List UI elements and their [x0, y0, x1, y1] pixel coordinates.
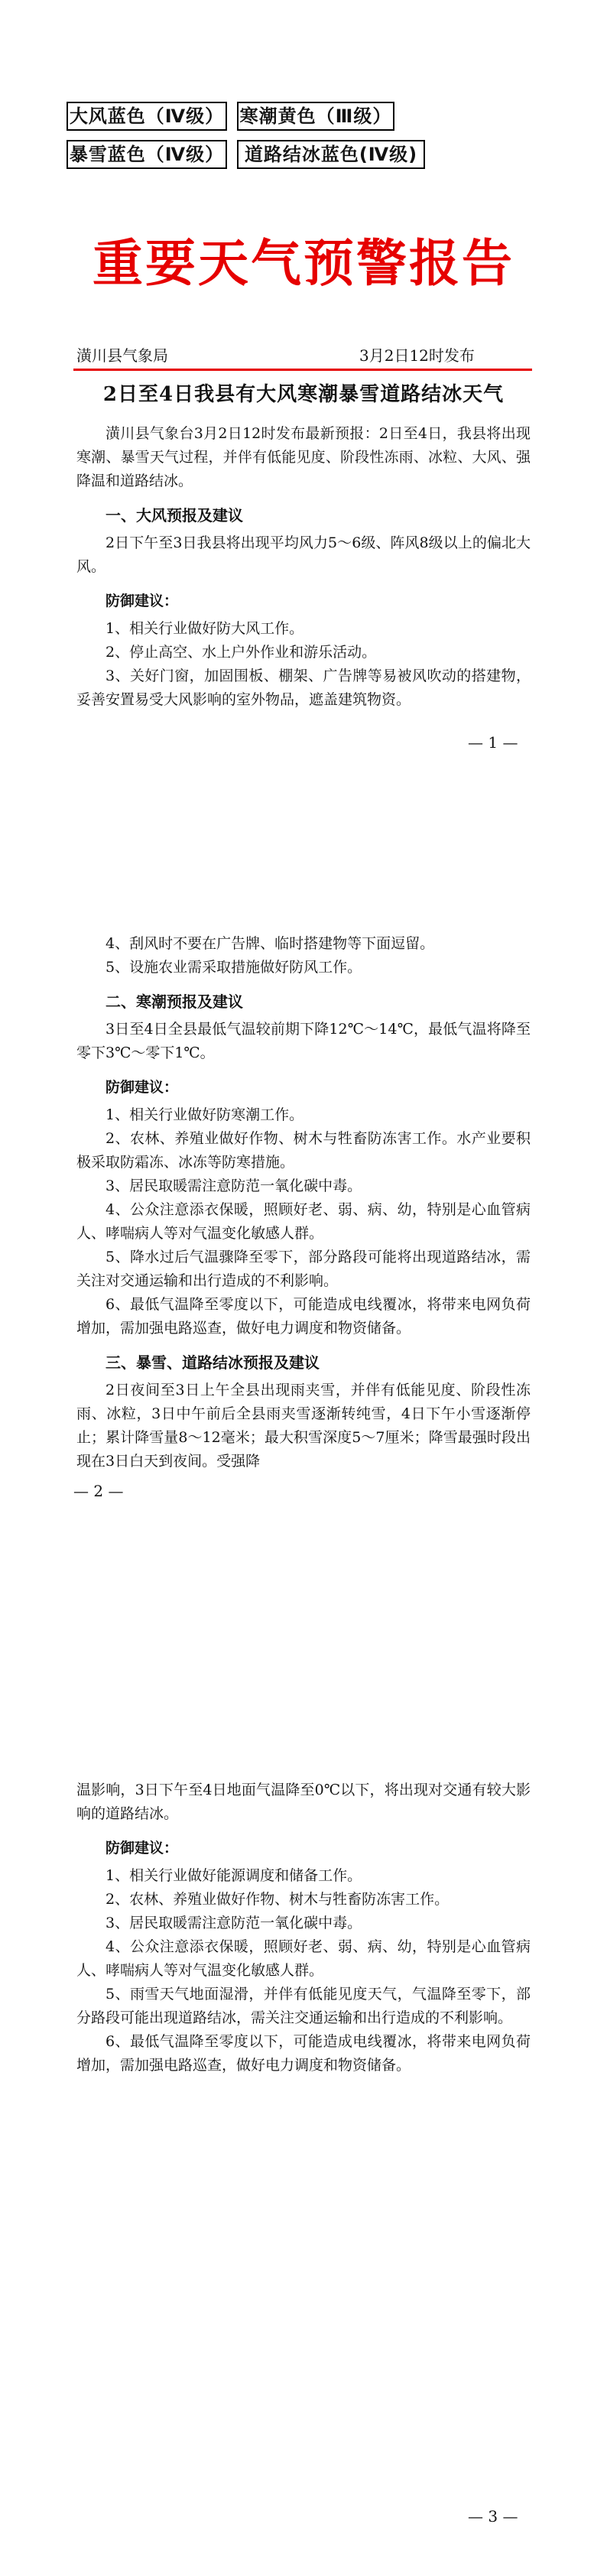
- section-2-advice-item: 5、降水过后气温骤降至零下，部分路段可能将出现道路结冰，需关注对交通运输和出行造成的不利影响。: [76, 1249, 531, 1289]
- section-1-advice-heading: 防御建议：: [105, 593, 179, 609]
- section-2-advice-item: 1、相关行业做好防寒潮工作。: [105, 1106, 304, 1123]
- section-1-forecast: 2日下午至3日我县将出现平均风力5～6级、阵风8级以上的偏北大风。: [76, 534, 531, 575]
- section-3-advice-item: 1、相关行业做好能源调度和储备工作。: [105, 1867, 362, 1884]
- section-2-advice-heading: 防御建议：: [105, 1079, 179, 1096]
- page-3-body: [76, 1779, 531, 2077]
- issue-time: 3月2日12时发布: [359, 346, 475, 365]
- section-2-advice-item: 6、最低气温降至零度以下，可能造成电线覆冰，将带来电网负荷增加，需加强电路巡查，做好电力调度和物资储备。: [76, 1296, 531, 1337]
- section-1-advice-item: 4、刮风时不要在广告牌、临时搭建物等下面逗留。: [105, 935, 435, 952]
- section-3-forecast: 2日夜间至3日上午全县出现雨夹雪，并伴有低能见度、阶段性冻雨、冰粒，3日中午前后全县雨夹雪逐渐转纯雪，4日下午小雪逐渐停止；累计降雪量8～12毫米；最大积雪深度5～7厘米；降雪最强时段出现在3日白天到夜间。受强降: [76, 1382, 531, 1470]
- section-3-heading: 三、暴雪、道路结冰预报及建议: [105, 1353, 320, 1372]
- intro-paragraph: 潢川县气象台3月2日12时发布最新预报：2日至4日，我县将出现寒潮、暴雪天气过程，并伴有低能见度、阶段性冻雨、冰粒、大风、强降温和道路结冰。: [76, 425, 531, 489]
- page-3: [0, 1717, 607, 2576]
- badge-cold-yellow: 寒潮黄色（Ⅲ级）: [237, 102, 394, 131]
- report-title: 重要天气预警报告: [93, 234, 514, 293]
- section-1-advice-item: 1、相关行业做好防大风工作。: [105, 620, 304, 637]
- page-number: — 1 —: [468, 733, 518, 752]
- section-2-heading: 二、寒潮预报及建议: [105, 992, 243, 1011]
- document-title: 2日至4日我县有大风寒潮暴雪道路结冰天气: [102, 383, 505, 406]
- badge-snow-blue: 暴雪蓝色（Ⅳ级）: [67, 140, 227, 169]
- section-2-forecast: 3日至4日全县最低气温较前期下降12℃～14℃，最低气温将降至零下3℃～零下1℃。: [76, 1021, 531, 1061]
- section-3-advice-item: 5、雨雪天气地面湿滑，并伴有低能见度天气，气温降至零下，部分路段可能出现道路结冰，需关注交通运输和出行造成的不利影响。: [76, 1986, 531, 2026]
- section-2-advice-item: 3、居民取暖需注意防范一氧化碳中毒。: [105, 1178, 362, 1194]
- section-3-advice-item: 2、农林、养殖业做好作物、树木与牲畜防冻害工作。: [105, 1891, 450, 1908]
- issuer: 潢川县气象局: [76, 346, 168, 365]
- page-number: — 3 —: [468, 2507, 518, 2526]
- section-3-advice-heading: 防御建议：: [105, 1840, 179, 1856]
- section-3-advice-item: 6、最低气温降至零度以下，可能造成电线覆冰，将带来电网负荷增加，需加强电路巡查，做好电力调度和物资储备。: [76, 2033, 531, 2074]
- red-divider-line: [73, 369, 532, 371]
- page-1-body: [76, 422, 531, 712]
- section-2-advice-item: 2、农林、养殖业做好作物、树木与牲畜防冻害工作。水产业要积极采取防霜冻、冰冻等防寒措施。: [76, 1130, 531, 1171]
- page-2: [0, 859, 607, 1717]
- section-1-advice-item: 2、停止高空、水上户外作业和游乐活动。: [105, 644, 377, 661]
- badge-wind-blue: 大风蓝色（Ⅳ级）: [67, 102, 227, 131]
- section-1-advice-item: 5、设施农业需采取措施做好防风工作。: [105, 959, 362, 976]
- section-3-advice-item: 4、公众注意添衣保暖，照顾好老、弱、病、幼，特别是心血管病人、哮喘病人等对气温变化敏感人群。: [76, 1938, 531, 1979]
- badge-road-ice-blue: 道路结冰蓝色(Ⅳ级): [237, 140, 425, 169]
- section-2-advice-item: 4、公众注意添衣保暖，照顾好老、弱、病、幼，特别是心血管病人、哮喘病人等对气温变化敏感人群。: [76, 1201, 531, 1242]
- page-2-body: [76, 932, 531, 1473]
- section-1-advice-item: 3、关好门窗，加固围板、棚架、广告牌等易被风吹动的搭建物，妥善安置易受大风影响的室外物品，遮盖建筑物资。: [76, 668, 531, 708]
- section-3-advice-item: 3、居民取暖需注意防范一氧化碳中毒。: [105, 1915, 362, 1931]
- section-3-forecast-continued: 温影响，3日下午至4日地面气温降至0℃以下，将出现对交通有较大影响的道路结冰。: [76, 1782, 531, 1822]
- section-1-heading: 一、大风预报及建议: [105, 506, 243, 525]
- page-number: — 2 —: [73, 1482, 124, 1500]
- page-1: [0, 0, 607, 859]
